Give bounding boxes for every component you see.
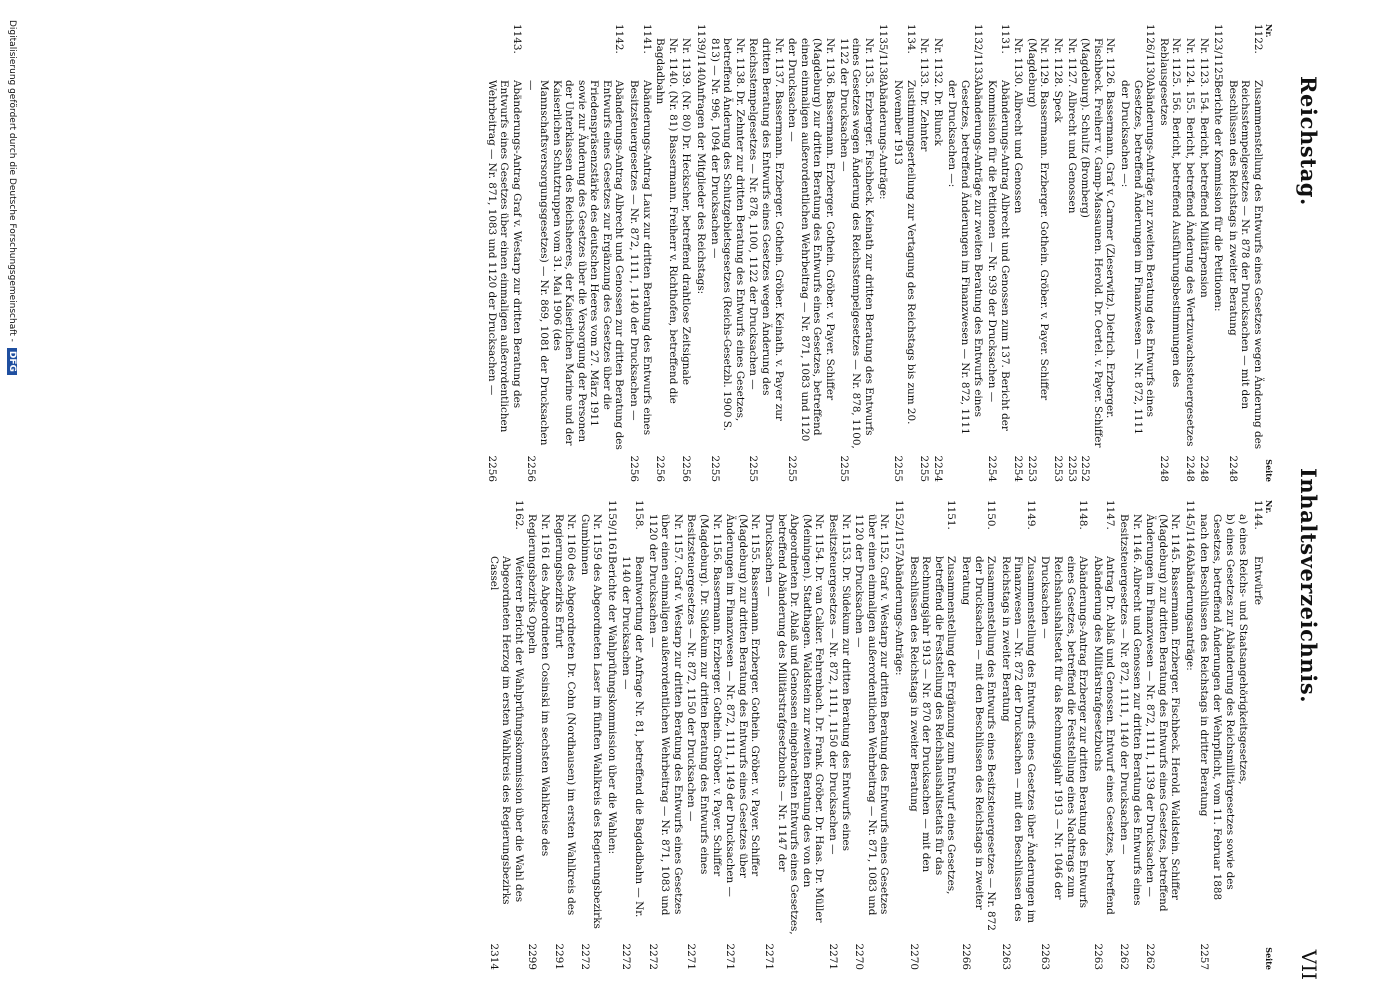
entry-page: 2272 <box>578 943 591 970</box>
toc-entry <box>1237 500 1250 970</box>
entry-page: 2256 <box>654 455 667 482</box>
entry-number: 1159/1161. <box>605 500 618 560</box>
entry-number: 1147. <box>1104 500 1117 530</box>
toc-entry <box>525 24 626 482</box>
left-column <box>475 24 1275 482</box>
entry-text: Nr. 1161 des Abgeordneten Cosinski im sechsten Wahlkreise des Regierungsbezirks Oppeln <box>526 514 551 857</box>
entry-page: 2263 <box>1091 943 1104 970</box>
toc-entry <box>552 500 577 970</box>
entry-text: Berichte der Wahlprüfungskommission über die Wahlen: <box>605 556 618 855</box>
entry-text: Nr. 1145. Bassermann. Erzberger. Fischbeck. Herold. Waldstein. Schiffer (Magdeburg) zur dritten Beratung des Entwurfs eines Gesetzes, betreffend Änderungen im Finanzwesen — Nr. 872, 1111, 1139 der Drucksachen — <box>1144 514 1182 912</box>
toc-entry <box>918 24 931 482</box>
toc-entry <box>1197 24 1210 482</box>
entry-text: Nr. 1156. Bassermann. Erzberger. Gothein. Gröber. v. Payer. Schiffer (Magdeburg). Dr. Südekum zur dritten Beratung des Entwurfs eines Besitzsteuergesetzes — Nr. 872, 1150 der Drucksachen — <box>685 514 723 877</box>
toc-entry <box>605 500 618 970</box>
toc-entry <box>485 24 523 482</box>
entry-number: 1145/1146. <box>1184 500 1197 560</box>
entry-text: Zusammenstellung des Entwurfs eines Gesetzes über Änderungen im Finanzwesen — Nr. 872 der Drucksachen — mit den Beschlüssen des Reichstags in zweiter Beratung <box>999 556 1037 923</box>
entry-page: 2248 <box>1184 455 1197 482</box>
toc-entry <box>1251 500 1264 970</box>
entry-text: Abänderungs-Antrag Graf v. Westarp zur dritten Beratung des Entwurfs eines Gesetzes über einen einmaligen außerordentlichen Wehrbeitrag — Nr. 871, 1083 und 1120 der Drucksachen — <box>485 80 523 433</box>
entry-text: Anfragen der Mitglieder des Reichstags: <box>695 80 708 295</box>
toc-entry <box>877 24 890 482</box>
entry-text: Berichte der Kommission für die Petitionen: <box>1212 80 1225 312</box>
entry-text: Nr. 1138. Dr. Zehnter zur dritten Beratung des Entwurfs eines Gesetzes, betreffend Änderung des Schutzgebietsgesetzes (Reichs-Gesetzbl. 1900 S. 813) — Nr. 996, 1094 der Drucksachen — <box>708 38 746 431</box>
toc-entry <box>1183 24 1196 482</box>
entry-text: Nr. 1130. Albrecht und Genossen <box>1012 38 1025 214</box>
entry-page: 2254 <box>931 455 944 482</box>
entry-text: Nr. 1124. 155. Bericht, betreffend Änderung des Wertzuwachssteuergesetzes <box>1184 38 1197 447</box>
toc-entry <box>1052 24 1065 482</box>
entry-number: 1131. <box>998 24 1011 54</box>
entry-text: Nr. 1153. Dr. Südekum zur dritten Beratung des Entwurfs eines Besitzsteuergesetzes — Nr. 872, 1111, 1150 der Drucksachen — <box>827 514 852 855</box>
entry-text: Abänderungs-Anträge zur zweiten Beratung des Entwurfs eines Gesetzes, betreffend Änderungen im Finanzwesen — Nr. 872, 1111 der Drucksachen —: <box>1119 80 1157 435</box>
entry-text: Nr. 1159 des Abgeordneten Laser im fünften Wahlkreis des Regierungsbezirks Gumbinnen <box>578 514 604 929</box>
entry-text: Abänderungsanträge: <box>1184 556 1197 671</box>
entry-page: 2253 <box>1052 455 1065 482</box>
entry-number: 1149. <box>1024 500 1037 530</box>
toc-entry <box>526 500 551 970</box>
entry-page: 2262 <box>1144 943 1157 970</box>
toc-entry <box>762 500 825 970</box>
toc-entry <box>986 24 1011 482</box>
entry-page: 2255 <box>891 455 904 482</box>
toc-entry <box>724 500 762 970</box>
entry-number: 1158. <box>633 500 646 530</box>
toc-entry <box>853 500 891 970</box>
entry-number: 1148. <box>1077 500 1090 530</box>
entry-text: Abänderungs-Antrag Albrecht und Genossen zur dritten Beratung des Entwurfs eines Gesetzes zur Ergänzung des Gesetzes über die Friedenspräsenzstärke des deutschen Heeres vom 27. März 1911 sowie zur Änderung des Gesetzes über die Versorgung der Personen der Unterklassen des Reichsheeres, der Kaiserlichen Marine und der Kaiserlichen Schutztruppen vom 31. Mai 1906 (des Mannschaftsversorgungsgesetzes) — Nr. 869, 1081 der Drucksachen — <box>525 80 626 450</box>
entry-text: Nr. 1126. Bassermann. Graf v. Carmer (Zieserwitz). Dietrich. Erzberger. Fischbeck. Freiherr v. Gamp-Massaunen. Herold. Dr. Oertel. v. Payer. Schiffer (Magdeburg). Schultz (Bromberg) <box>1079 38 1117 448</box>
toc-entry <box>1012 24 1025 482</box>
entry-number: 1151. <box>945 500 958 530</box>
toc-entry <box>708 24 746 482</box>
entry-number: 1134. <box>904 24 917 54</box>
entry-number: 1122. <box>1252 24 1264 54</box>
entry-text: Nr. 1135. Erzberger. Fischbeck. Keinath zur dritten Beratung des Entwurfs eines Gesetzes wegen Änderung des Reichsstempelgesetzes — Nr. 878, 1100, 1122 der Drucksachen — <box>837 38 875 449</box>
toc-entry <box>620 500 645 970</box>
entry-text: Nr. 1137. Bassermann. Erzberger. Gothein. Gröber. Keinath. v. Payer zur dritten Beratung des Entwurfs eines Gesetzes wegen Änderung des Reichsstempelgesetzes — Nr. 878, 1100, 1122 der Drucksachen — <box>747 38 785 421</box>
toc-entry <box>646 500 684 970</box>
entry-text: Abänderungs-Anträge: <box>877 80 890 200</box>
toc-entry <box>892 500 905 970</box>
entry-page: 2263 <box>999 943 1012 970</box>
digitization-note <box>7 20 17 375</box>
entry-text: Nr. 1155. Bassermann. Erzberger. Gothein. Gröber. v. Payer. Schiffer (Magdeburg) zur dritten Beratung des Entwurfs eines Gesetzes über Änderungen im Finanzwesen — Nr. 872, 1111, 1149 der Drucksachen — <box>724 514 762 897</box>
entry-page: 2255 <box>786 455 799 482</box>
left-column-head <box>1264 24 1275 482</box>
entry-page: 2255 <box>708 455 721 482</box>
entry-text: Entwürfe <box>1252 556 1264 606</box>
entry-page: 2253 <box>1065 455 1078 482</box>
entry-text: Zusammenstellung des Entwurfs eines Gesetzes wegen Änderung des Reichsstempelgesetzes — Nr. 878 der Drucksachen — mit den Beschlüssen des Reichstags in zweiter Beratung <box>1226 80 1264 450</box>
entry-page: 2256 <box>525 455 538 482</box>
entry-text: Abänderungs-Antrag Laux zur dritten Beratung des Entwurfs eines Besitzsteuergesetzes — Nr. 872, 1111, 1140 der Drucksachen — <box>628 80 653 436</box>
toc-entry <box>1183 500 1196 970</box>
entry-text: Abänderungs-Anträge: <box>892 556 905 676</box>
entry-page: 2254 <box>986 455 999 482</box>
entry-page: 2257 <box>1197 943 1210 970</box>
entry-text: Abänderungs-Antrag Erzberger zur dritten Beratung des Entwurfs eines Gesetzes, betreffend die Feststellung eines Nachtrags zum Reichshaushaltsetat für das Rechnungsjahr 1913 — Nr. 1046 der Drucksachen — <box>1039 556 1090 908</box>
entry-text: Nr. 1157. Graf v. Westarp zur dritten Beratung des Entwurfs eines Gesetzes über einen einmaligen außerordentlichen Wehrbeitrag — Nr. 871, 1083 und 1120 der Drucksachen — <box>646 514 684 916</box>
toc-entry <box>685 500 723 970</box>
entry-page: 2272 <box>620 943 633 970</box>
entry-text: Nr. 1129. Bassermann. Erzberger. Gothein. Gröber. v. Payer. Schiffer (Magdeburg) <box>1025 38 1051 401</box>
toc-entry <box>786 24 836 482</box>
header-left-title: Reichstag. <box>1296 76 1321 206</box>
entry-text: Abänderungs-Antrag Albrecht und Genossen zum 137. Bericht der Kommission für die Petitionen — Nr. 939 der Drucksachen — <box>986 80 1011 431</box>
entry-page: 2314 <box>487 943 500 970</box>
toc-entry <box>1117 500 1142 970</box>
entry-number: 1142. <box>613 24 626 54</box>
entry-page: 2271 <box>827 943 839 970</box>
entry-page: 2270 <box>853 943 866 970</box>
nr-label: Nr. <box>1264 24 1274 38</box>
entry-page: 2271 <box>685 943 698 970</box>
entry-text: Nr. 1146. Albrecht und Genossen zur dritten Beratung des Entwurfs eines Besitzsteuergesetzes — Nr. 872, 1111, 1140 der Drucksachen — <box>1118 514 1143 906</box>
toc-entry <box>1157 24 1182 482</box>
entry-page: 2248 <box>1226 455 1239 482</box>
entry-text: Nr. 1136. Bassermann. Erzberger. Gothein. Gröber. v. Payer. Schiffer (Magdeburg) zur dritten Beratung des Entwurfs eines Gesetzes, betreffend einen einmaligen außerordentlichen Wehrbeitrag — Nr. 871, 1083 und 1120 der Drucksachen — <box>786 38 836 442</box>
toc-entry <box>931 24 944 482</box>
entry-page: 2270 <box>907 943 920 970</box>
entry-text: Nr. 1160 des Abgeordneten Dr. Cohn (Nordhausen) im ersten Wahlkreis des Regierungsbezirks Erfurt <box>552 514 578 916</box>
entry-number: 1132/1133. <box>971 24 984 84</box>
entry-number: 1152/1157. <box>892 500 905 560</box>
seite-label: Seite <box>1264 459 1274 482</box>
header-center-title: Inhaltsverzeichnis. <box>1296 468 1321 704</box>
toc-entry <box>654 24 679 482</box>
entry-page: 2248 <box>1157 455 1170 482</box>
entry-number: 1144. <box>1252 500 1264 530</box>
entry-text: Nr. 1139. (Nr. 80) Dr. Heckscher, betreffend drahtlose Zeitsignale <box>680 38 693 386</box>
entry-text: Nr. 1123. 154. Bericht, betreffend Militärpension <box>1197 38 1210 298</box>
toc-entry <box>1091 500 1116 970</box>
entry-text: nach den Beschlüssen des Reichstags in dritter Beratung <box>1197 514 1210 817</box>
right-column-head <box>1264 500 1275 970</box>
toc-entry <box>946 24 984 482</box>
left-entry-list <box>485 24 1264 482</box>
entry-page: 2252 <box>1079 455 1092 482</box>
toc-entry <box>891 24 916 482</box>
entry-text: Nr. 1128. Speck <box>1052 38 1065 123</box>
toc-entry <box>1197 500 1210 970</box>
toc-entry <box>628 24 653 482</box>
entry-page: 2253 <box>1025 455 1038 482</box>
toc-entry <box>1079 24 1117 482</box>
seite-label: Seite <box>1264 947 1274 970</box>
toc-entry <box>487 500 525 970</box>
page-header <box>1287 28 1321 988</box>
entry-text: Abänderungs-Anträge zur zweiten Beratung des Entwurfs eines Gesetzes, betreffend Änderungen im Finanzwesen — Nr. 872, 1111 der Drucksachen —: <box>946 80 984 435</box>
entry-page: 2248 <box>1197 455 1210 482</box>
entry-page: 2271 <box>724 943 737 970</box>
entry-page: 2266 <box>959 943 972 970</box>
toc-entry <box>1226 24 1264 482</box>
entry-text: Antrag Dr. Ablaß und Genossen. Entwurf eines Gesetzes, betreffend Abänderung des Militärstrafgesetzbuchs <box>1091 556 1117 915</box>
entry-page: 2256 <box>680 455 693 482</box>
entry-text: a) eines Reichs- und Staatsangehörigkeitsgesetzes, <box>1237 514 1250 785</box>
entry-number: 1126/1130. <box>1144 24 1157 84</box>
entry-page: 2299 <box>526 943 539 970</box>
toc-entry <box>694 24 707 482</box>
entry-text: Nr. 1133. Dr. Zehnter <box>918 38 931 152</box>
entry-page: 2272 <box>646 943 659 970</box>
toc-entry <box>1065 24 1078 482</box>
toc-entry <box>1118 24 1156 482</box>
entry-text: Zustimmungserteilung zur Vertagung des Reichstags bis zum 20. November 1913 <box>891 80 917 425</box>
toc-entry <box>1025 24 1050 482</box>
entry-page: 2255 <box>747 455 760 482</box>
entry-number: 1139/1140. <box>695 24 708 84</box>
entry-page: 2271 <box>763 943 776 970</box>
toc-entry <box>837 24 875 482</box>
entry-number: 1123/1125. <box>1212 24 1225 84</box>
entry-text: Nr. 1125. 156. Bericht, betreffend Ausführungsbestimmungen des Reblausgesetzes <box>1157 38 1183 388</box>
toc-entry <box>680 24 693 482</box>
entry-text: Zusammenstellung des Entwurfs eines Besitzsteuergesetzes — Nr. 872 der Drucksachen — mit den Beschlüssen des Reichstags in zweiter Beratung <box>959 556 998 931</box>
entry-page: 2262 <box>1118 943 1131 970</box>
entry-number: 1143. <box>510 24 523 54</box>
right-entry-list <box>487 500 1264 970</box>
entry-page: 2254 <box>1012 455 1025 482</box>
right-column <box>475 500 1275 970</box>
entry-page: 2256 <box>485 455 498 482</box>
entry-text: Nr. 1154. Dr. van Calker. Fehrenbach. Dr. Frank. Gröber. Dr. Haas. Dr. Müller (Meiningen). Stadthagen. Waldstein zur zweiten Beratung des von den Abgeordneten Dr. Ablaß und Genossen eingebrachten Entwurfs eines Gesetzes, betreffend Abänderung des Militärstrafgesetzbuchs — Nr. 1147 der Drucksachen — <box>763 514 826 935</box>
entry-text: Nr. 1132. Dr. Blunck <box>931 38 944 146</box>
toc-entry <box>826 500 851 970</box>
entry-text: Nr. 1152. Graf v. Westarp zur dritten Beratung des Entwurfs eines Gesetzes über einen einmaligen außerordentlichen Wehrbeitrag — Nr. 871, 1083 und 1120 der Drucksachen — <box>853 514 891 916</box>
toc-entry <box>747 24 785 482</box>
toc-entry <box>578 500 603 970</box>
entry-text: Nr. 1127. Albrecht und Genossen <box>1065 38 1078 214</box>
entry-text: Beantwortung der Anfrage Nr. 81, betreffend die Bagdadbahn — Nr. 1140 der Drucksachen — <box>620 556 646 918</box>
entry-number: 1150. <box>985 500 998 530</box>
page-number: VII <box>1297 949 1321 980</box>
entry-number: 1135/1138. <box>877 24 890 84</box>
toc-entry <box>1039 500 1089 970</box>
entry-page: 2263 <box>1039 943 1052 970</box>
entry-text: b) eines Gesetzes zur Abänderung des Reichsmilitärgesetzes sowie des Gesetzes, betreffend Änderungen der Wehrpflicht, vom 11. Februar 1888 <box>1211 514 1236 901</box>
entry-page: 2256 <box>628 455 641 482</box>
toc-entry <box>1212 24 1225 482</box>
entry-text: Nr. 1140. (Nr. 81) Bassermann. Freiherr v. Richthofen, betreffend die Bagdadbahn <box>654 38 679 404</box>
digitization-text: Digitalisierung gefördert durch die Deutsche Forschungsgemeinschaft - <box>7 20 17 342</box>
toc-entry <box>1144 500 1182 970</box>
toc-entry <box>999 500 1037 970</box>
entry-text: Weiterer Bericht der Wahlprüfungskommission über die Wahl des Abgeordneten Herzog im ersten Wahlkreis des Regierungsbezirks Cassel <box>487 556 525 905</box>
toc-entry <box>959 500 997 970</box>
toc-entry <box>1211 500 1236 970</box>
entry-number: 1162. <box>512 500 525 530</box>
entry-page: 2291 <box>552 943 565 970</box>
entry-text: Zusammenstellung der Ergänzung zum Entwurf eines Gesetzes, betreffend die Feststellung des Reichshaushaltsetats für das Rechnungsjahr 1913 — Nr. 870 der Drucksachen — mit den Beschlüssen des Reichstags in zweiter Beratung <box>907 556 958 895</box>
dfg-logo: DFG <box>7 348 17 375</box>
toc-entry <box>907 500 957 970</box>
entry-page: 2255 <box>837 455 850 482</box>
nr-label: Nr. <box>1264 500 1274 514</box>
entry-page: 2255 <box>918 455 931 482</box>
entry-number: 1141. <box>640 24 653 54</box>
